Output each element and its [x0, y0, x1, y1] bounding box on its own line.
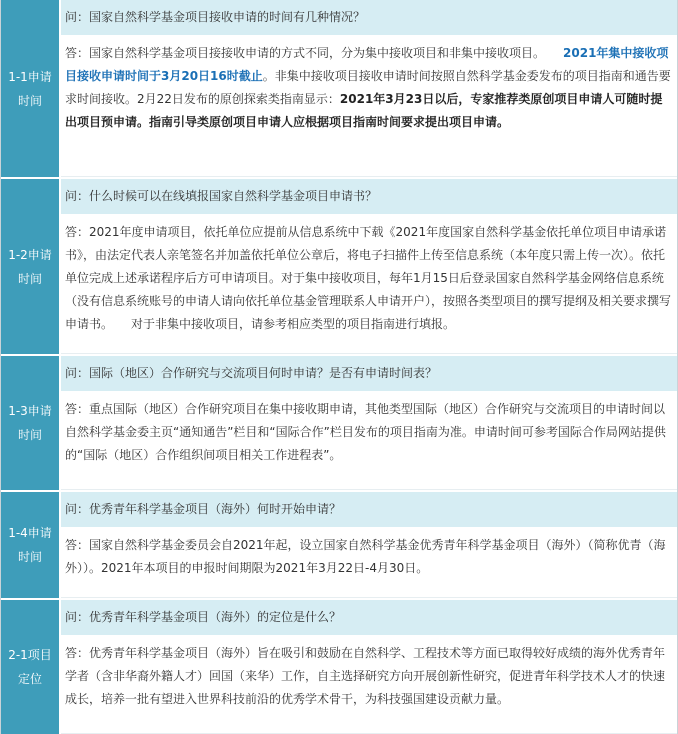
answer-text: 。非集中接收项目接收申请时间按照自然科学基金委发布的项目指南和通告要求时间接收。2月22日发布的原创探索类指南显示： [65, 69, 671, 106]
section-content [61, 0, 677, 177]
section-label: 1-1申请时间 [1, 0, 61, 177]
answer-text: 答：优秀青年科学基金项目（海外）旨在吸引和鼓励在自然科学、工程技术等方面已取得较好成绩的海外优秀青年学者（含非华裔外籍人才）回国（来华）工作，自主选择研究方向开展创新性研究，促进青年科学技术人才的快速成长，培养一批有望进入世界科技前沿的优秀学术骨干，为科技强国建设贡献力量。 [65, 646, 666, 706]
section-content [61, 356, 677, 490]
section-label: 1-2申请时间 [1, 179, 61, 354]
answer-text: 答：重点国际（地区）合作研究项目在集中接收期申请，其他类型国际（地区）合作研究与交流项目的申请时间以自然科学基金委主页“通知通告”栏目和“国际合作”栏目发布的项目指南为准。申请时间可参考国际合作局网站提供的“国际（地区）合作组织间项目相关工作进程表”。 [65, 402, 666, 462]
section-label: 1-3申请时间 [1, 356, 61, 490]
answer [61, 37, 677, 177]
answer [61, 393, 677, 490]
answer-text: 答：国家自然科学基金项目接接收申请的方式不同，分为集中接收项目和非集中接收项目。 [65, 46, 564, 60]
question: 问：什么时候可以在线填报国家自然科学基金项目申请书？ [61, 179, 677, 216]
question: 问：国际（地区）合作研究与交流项目何时申请？是否有申请时间表？ [61, 356, 677, 393]
section-label: 1-4申请时间 [1, 492, 61, 598]
faq-section [1, 179, 677, 356]
answer-bold: 2021年3月23日以后，专家推荐类原创项目申请人可随时提出项目预申请。指南引导类原创项目申请人应根据项目指南时间要求提出项目申请。 [65, 92, 663, 129]
answer [61, 637, 677, 734]
section-content [61, 600, 677, 734]
answer-text: 答：2021年度申请项目，依托单位应提前从信息系统中下载《2021年度国家自然科学基金依托单位项目申请承诺书》，由法定代表人亲笔签名并加盖依托单位公章后，将电子扫描件上传至信息系统（本年度只需上传一次）。依托单位完成上述承诺程序后方可申请项目。对于集中接收项目，每年1月15日后登录国家自然科学基金网络信息系统（没有信息系统账号的申请人请向依托单位基金管理联系人申请开户），按照各类型项目的撰写提纲及相关要求撰写申请书。 对于非集中接收项目，请参考相应类型的项目指南进行填报。 [65, 225, 672, 331]
faq-section [1, 0, 677, 179]
answer [61, 216, 677, 354]
section-content [61, 492, 677, 598]
faq-section [1, 492, 677, 600]
answer-highlight: 2021年集中接收项目接收申请时间于3月20日16时截止 [65, 46, 669, 83]
faq-section [1, 356, 677, 492]
section-content [61, 179, 677, 354]
section-label: 2-1项目定位 [1, 600, 61, 734]
question: 问：优秀青年科学基金项目（海外）的定位是什么？ [61, 600, 677, 637]
question: 问：国家自然科学基金项目接收申请的时间有几种情况？ [61, 0, 677, 37]
answer [61, 529, 677, 598]
faq-section [1, 600, 677, 734]
answer-text: 答：国家自然科学基金委员会自2021年起，设立国家自然科学基金优秀青年科学基金项目（海外）（简称优青（海外））。2021年本项目的申报时间期限为2021年3月22日-4月30日。 [65, 538, 666, 575]
question: 问：优秀青年科学基金项目（海外）何时开始申请？ [61, 492, 677, 529]
